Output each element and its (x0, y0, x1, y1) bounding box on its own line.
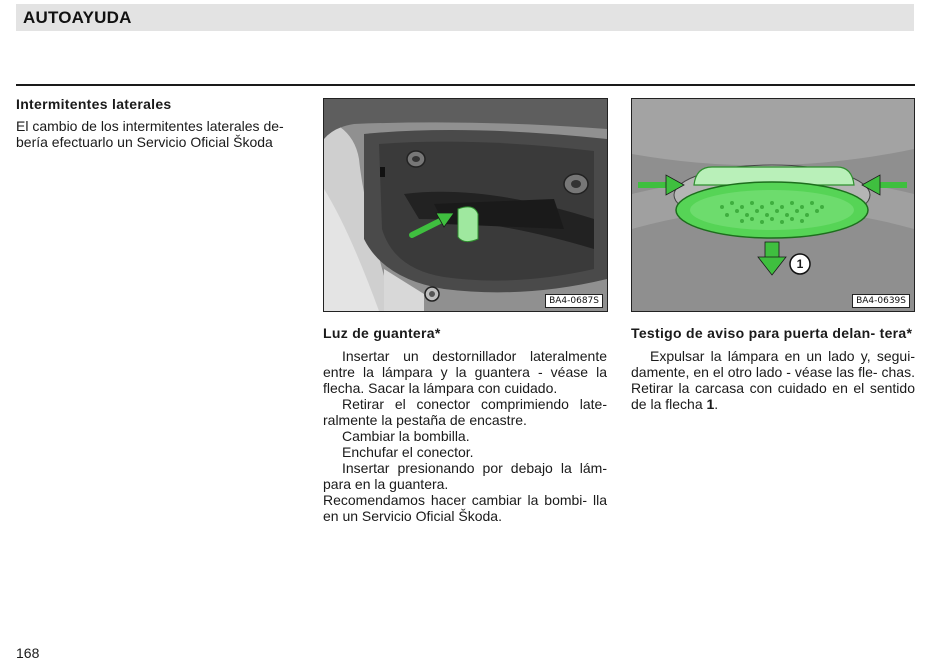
section-text-laterales: El cambio de los intermitentes laterales de- bería efectuarlo un Servicio Oficial Škoda (16, 118, 284, 150)
section-title-puerta: Testigo de aviso para puerta delan- tera* (631, 325, 913, 341)
puerta-text-arrow-ref: 1 (706, 396, 715, 412)
figure-door-warning-light (631, 98, 915, 312)
figure-glovebox-light (323, 98, 608, 312)
section-intermitentes-laterales (16, 96, 300, 150)
page-number: 168 (16, 645, 40, 661)
horizontal-rule (16, 84, 915, 86)
guantera-step-4: Enchufar el conector. (342, 444, 474, 460)
glovebox-illustration (324, 99, 607, 311)
figure-callout-number: 1 (796, 257, 804, 271)
guantera-step-3: Cambiar la bombilla. (342, 428, 470, 444)
guantera-step-1: Insertar un destornillador lateralmente entre la lámpara y la guantera - véase la flecha. Sacar la lámpara con cuidado. (323, 348, 607, 396)
puerta-text-main: Expulsar la lámpara en un lado y, segui- damente, en el otro lado - véase las fle- chas. Retirar la carcasa con cuidado en el sentido de la flecha (631, 348, 915, 412)
section-luz-de-guantera (323, 325, 607, 524)
puerta-text-end: . (714, 396, 719, 412)
guantera-step-5: Insertar presionando por debajo la lám- para en la guantera. (323, 460, 607, 492)
puerta-text (631, 348, 915, 412)
guantera-note: Recomendamos hacer cambiar la bombi- lla en un Servicio Oficial Škoda. (323, 492, 607, 524)
figure-code-guantera: BA4-0687S (545, 294, 603, 308)
figure-code-puerta: BA4-0639S (852, 294, 910, 308)
section-header-bar (16, 4, 914, 31)
section-title-laterales: Intermitentes laterales (16, 96, 172, 112)
guantera-step-2: Retirar el conector comprimiendo late- ralmente la pestaña de encastre. (323, 396, 607, 428)
section-header-title: AUTOAYUDA (23, 8, 132, 27)
section-testigo-puerta (631, 325, 915, 412)
section-title-guantera: Luz de guantera* (323, 325, 441, 341)
door-light-illustration (632, 99, 914, 311)
